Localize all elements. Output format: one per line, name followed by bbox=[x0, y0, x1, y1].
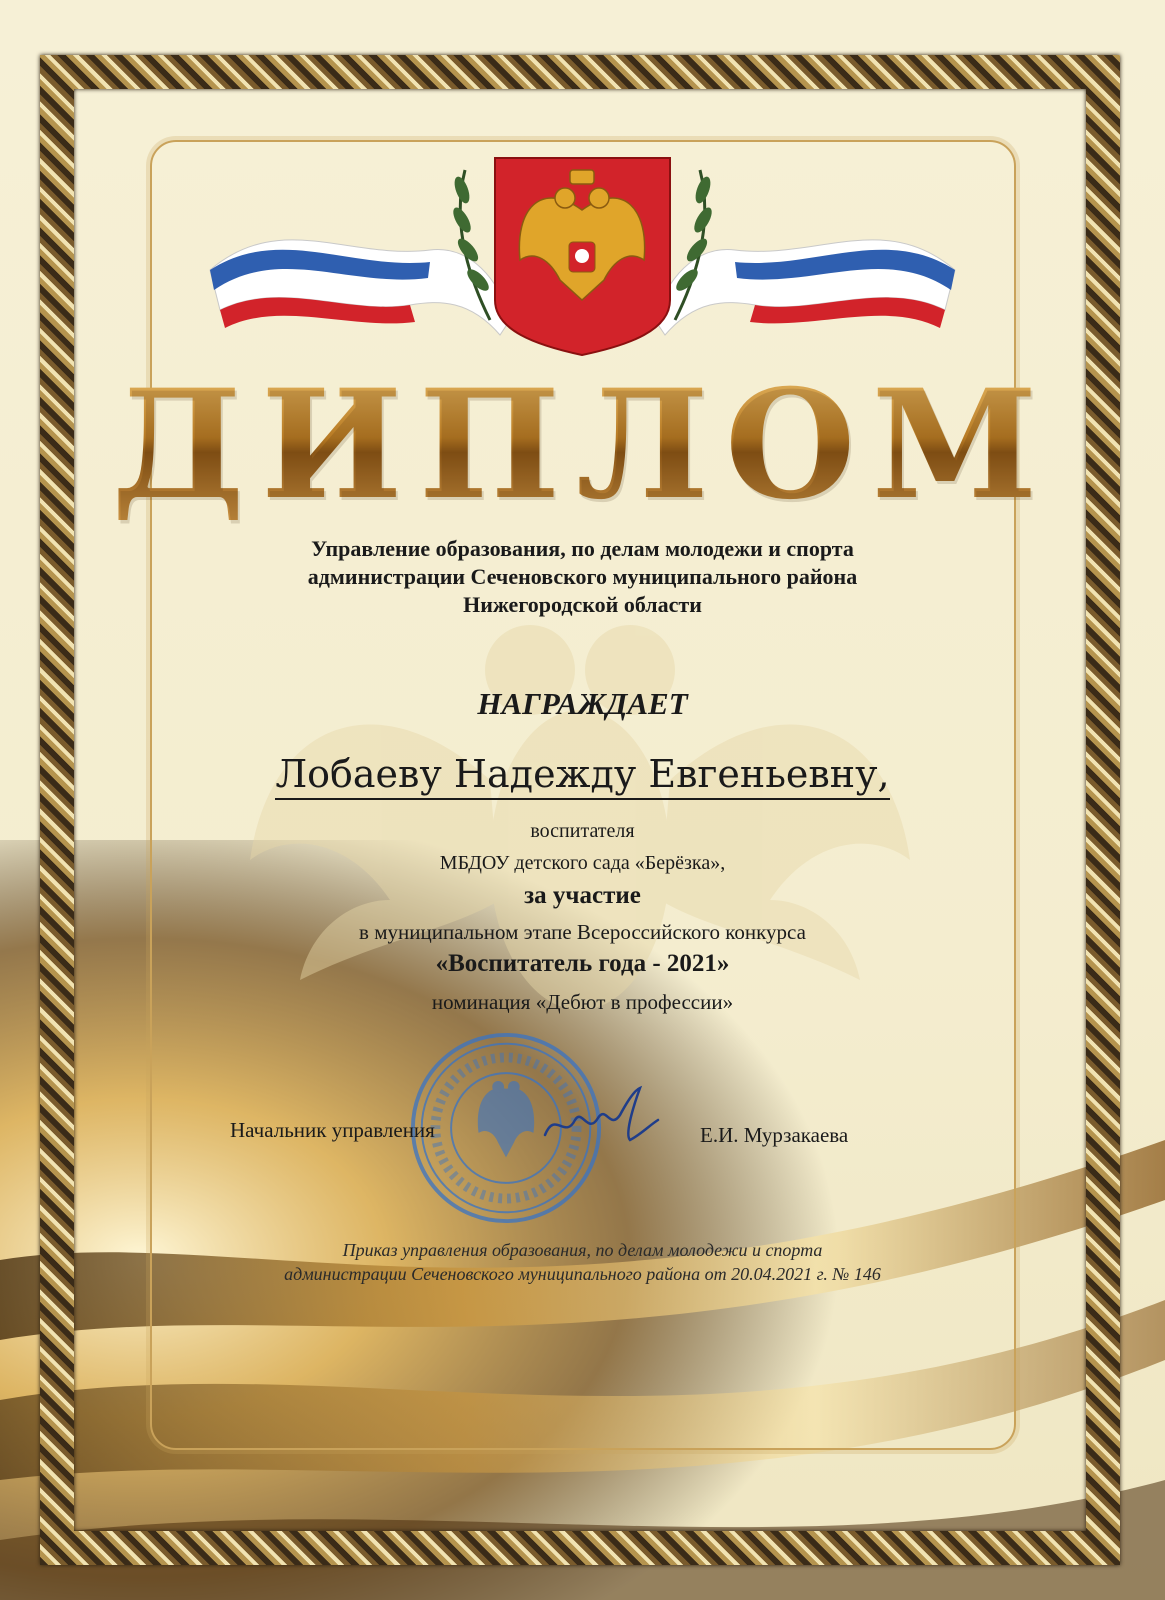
issuing-organization bbox=[180, 535, 985, 619]
organization-line: Нижегородской области bbox=[463, 592, 702, 617]
recipient-institution: МБДОУ детского сада «Берёзка», bbox=[439, 852, 726, 874]
organization-line: администрации Сеченовского муниципального района bbox=[307, 564, 858, 589]
recipient-position: воспитателя bbox=[530, 820, 635, 842]
contest-name: «Воспитатель года - 2021» bbox=[435, 950, 730, 977]
handwritten-signature bbox=[540, 1080, 660, 1155]
event-description: в муниципальном этапе Всероссийского конкурса bbox=[359, 920, 806, 944]
document-title: ДИПЛОМ bbox=[0, 370, 1165, 520]
recipient-name: Лобаеву Надежду Евгеньевну, bbox=[275, 752, 889, 800]
recipient-name-wrapper bbox=[0, 752, 1165, 796]
signer-name: Е.И. Мурзакаева bbox=[700, 1123, 849, 1147]
award-reason: за участие bbox=[524, 882, 641, 909]
awards-heading: НАГРАЖДАЕТ bbox=[477, 686, 688, 721]
order-reference bbox=[180, 1238, 985, 1286]
signer-title: Начальник управления bbox=[230, 1118, 435, 1142]
russian-coat-of-arms-icon bbox=[200, 150, 965, 360]
nomination: номинация «Дебют в профессии» bbox=[431, 990, 734, 1014]
organization-line: Управление образования, по делам молодежи и спорта bbox=[311, 536, 854, 561]
order-line: администрации Сеченовского муниципального района от 20.04.2021 г. № 146 bbox=[284, 1264, 881, 1284]
order-line: Приказ управления образования, по делам молодежи и спорта bbox=[342, 1240, 823, 1260]
